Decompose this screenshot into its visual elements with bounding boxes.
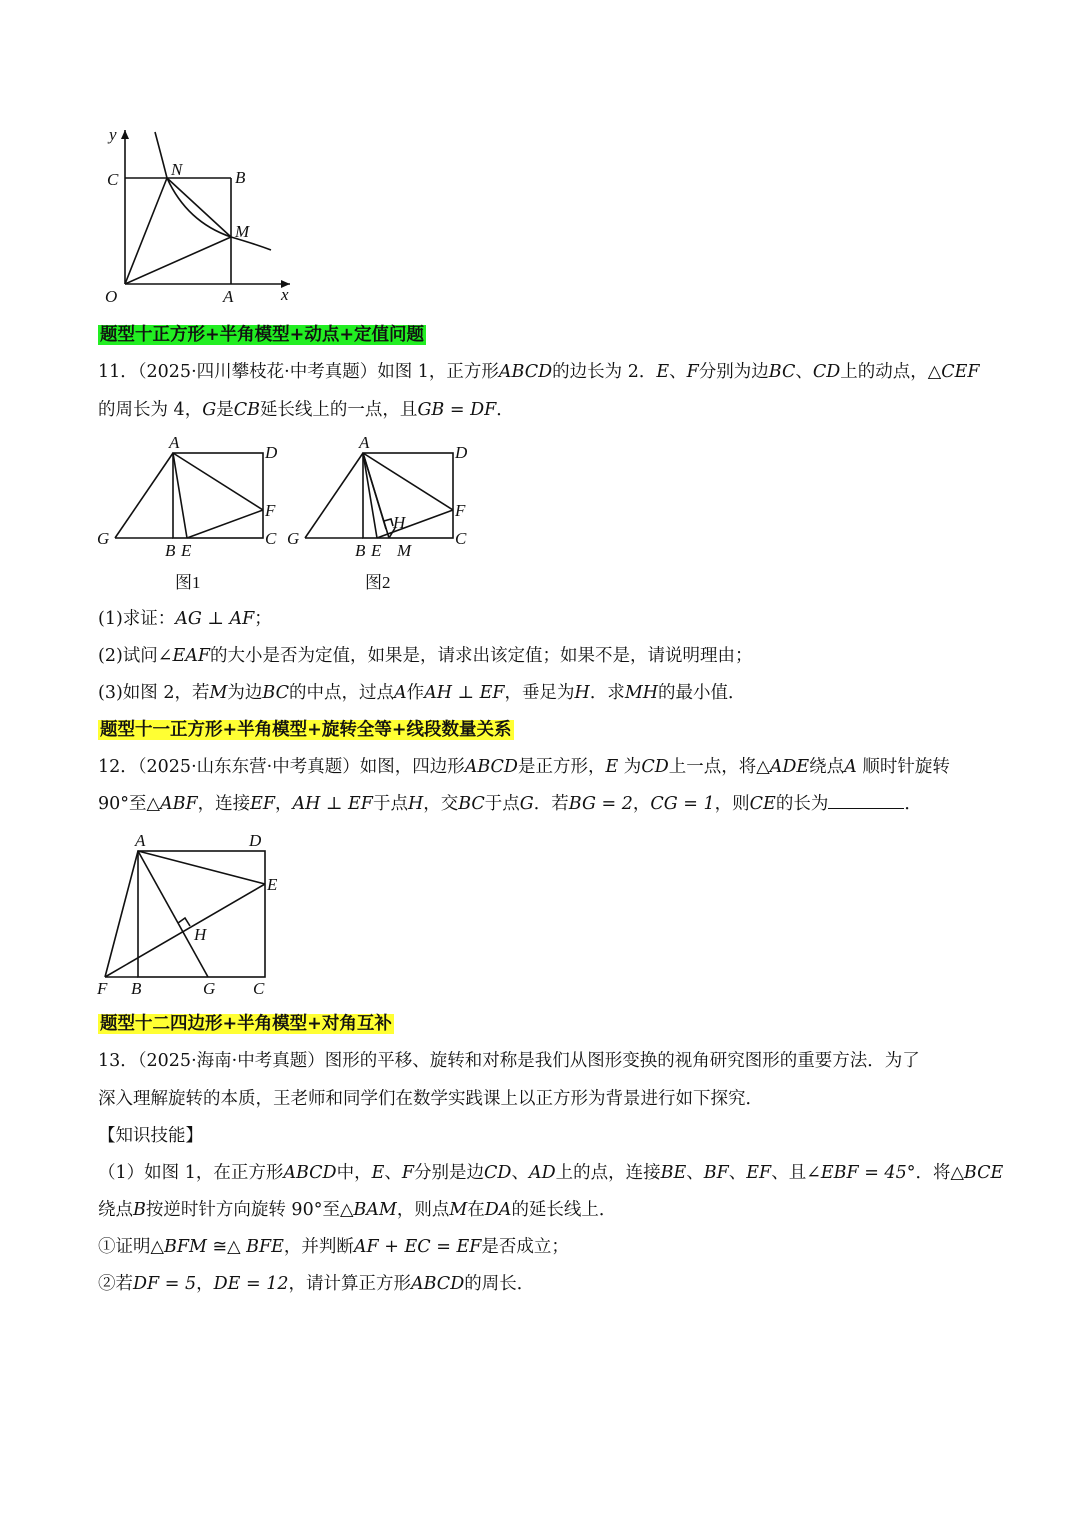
text-q12-fig-f: F [97,979,108,998]
text-q11-p2a: (2)试问 [98,646,158,666]
text-q11-fig1-a: A [169,433,180,452]
text-q11-l1c: 分别为边 [698,362,769,382]
text-q11-dun: 、 [795,362,813,382]
q13-step-1 [98,1234,569,1260]
text-q11-fig1-c: C [265,529,277,548]
text-q12-ef: EF [250,794,276,814]
heading-type-12-text: 题型十二四边形+半角模型+对角互补 [100,1014,392,1034]
text-q12-ce: CE [749,794,776,814]
text-q11-num: 11． [98,362,138,382]
text-q11-fig2-g: G [287,529,300,548]
text-q12-l1e: 绕点 [809,757,845,777]
text-q12-fig-h: H [194,925,207,944]
text-q11-eq: GB = DF [417,400,497,420]
q11-part-3 [98,680,746,706]
text-q13-ad: AD [528,1163,556,1183]
text-q13-bce: BCE [963,1163,1004,1183]
text-q11-h: H [574,683,590,703]
text-q13-bam: BAM [353,1200,397,1220]
text-q12-fig-g: G [203,979,216,998]
text-q13-l4e: 、且 [771,1163,807,1183]
text-q11-bc: BC [768,362,796,382]
text-q13-abcd: ABCD [410,1274,465,1294]
label-B: B [235,168,246,187]
text-q13-s1b: ，并判断 [283,1237,354,1257]
text-q11-m: M [209,683,228,703]
text-q12-l2e: ，交 [423,794,459,814]
text-q12-num: 12． [98,757,138,777]
text-q11-p1m: AG ⊥ AF [175,609,255,629]
heading-type-11-text: 题型十一正方形+半角模型+旋转全等+线段数量关系 [100,720,512,740]
text-q13-l5a: 绕点 [98,1200,133,1220]
text-q12-l1a: 如图，四边形 [359,757,465,777]
label-A: A [223,287,234,306]
text-q11-fig2-d: D [455,443,468,462]
text-q12-fig-d: D [249,831,262,850]
text-q12-l1c: 为 [618,757,642,777]
text-q12-l2j: 的长为 [775,794,829,814]
text-q11-src: （2025·四川攀枝花·中考真题） [137,362,378,382]
text-q12-fig-b: B [131,979,142,998]
heading-type-10 [98,322,426,348]
text-q11-p2m: ∠EAF [157,646,211,666]
text-q12-l1b: 是正方形， [517,757,606,777]
q13-line-5 [98,1197,616,1223]
text-q13-dun: 、 [686,1163,704,1183]
label-M: M [235,222,250,241]
fig1-caption: 图1 [175,573,201,592]
text-q11-l1b: 的边长为 2． [552,362,657,382]
text-q12-ade: ADE [769,757,810,777]
text-q13-s1m: AF + EC = EF [353,1237,482,1257]
text-q13-l4d: 上的点，连接 [555,1163,661,1183]
text-q13-l2: 深入理解旋转的本质，王老师和同学们在数学实践课上以正方形为背景进行如下探究． [98,1089,763,1109]
coordinate-figure [95,122,305,312]
text-q12-l2b: ，连接 [197,794,251,814]
q12-line-2 [98,791,922,817]
text-q11-e: E [656,362,670,382]
q11-part-2 [98,643,753,669]
text-q13-s1a: ①证明△ [98,1237,164,1257]
text-q13-abcd: ABCD [283,1163,337,1183]
text-q12-e: E [605,757,619,777]
text-q11-fig1-d: D [265,443,278,462]
text-q13-df5: DF = 5 [133,1274,197,1294]
text-q13-l4b: 中， [336,1163,372,1183]
text-q11-fig2-h: H [393,513,406,532]
text-q12-bg2: BG = 2 [568,794,633,814]
text-q13-b: B [133,1200,146,1220]
text-q12-l2g: ．若 [533,794,569,814]
text-q12-l2f: 于点 [484,794,520,814]
text-q13-num: 13． [98,1051,138,1071]
text-q11-dun: 、 [669,362,687,382]
text-q11-p1b: ； [254,609,272,629]
label-N: N [171,160,183,179]
text-q13-be: BE [660,1163,687,1183]
text-q12-l1d: 上一点，将△ [668,757,770,777]
text-q11-cb: CB [233,400,260,420]
text-q11-fig2-b: B [355,541,366,560]
text-q12-a: A [844,757,857,777]
text-q11-p3d: 作 [406,683,425,703]
text-q13-cd: CD [484,1163,512,1183]
text-q11-fig1-f: F [265,501,276,520]
heading-type-12 [98,1011,394,1037]
text-q13-s2d: 的周长． [464,1274,535,1294]
text-q11-fig1-e: E [181,541,192,560]
text-q11-fig2-c: C [455,529,467,548]
text-q13-da: DA [484,1200,512,1220]
text-q11-g: G [202,400,217,420]
answer-blank[interactable] [828,792,904,809]
text-q12-g: G [519,794,534,814]
text-q11-l2b: 是 [216,400,234,420]
q13-line-4 [98,1160,1003,1186]
text-q11-abcd: ABCD [498,362,553,382]
heading-type-10-text: 题型十正方形+半角模型+动点+定值问题 [100,325,424,345]
text-q12-cd: CD [641,757,669,777]
text-q11-bc: BC [262,683,289,703]
text-q13-dun: 、 [384,1163,402,1183]
text-q13-bfm: BFM [163,1237,207,1257]
text-q12-fig-c: C [253,979,265,998]
text-q11-cef: CEF [941,362,980,382]
text-q11-f: F [686,362,699,382]
q11-part-1 [98,606,272,632]
q11-figure-2 [285,432,485,597]
text-q13-cong: ≅△ [206,1237,247,1257]
text-q13-dun: 、 [728,1163,747,1183]
text-q12-l2i: ，则 [714,794,750,814]
text-q12-bc: BC [458,794,485,814]
text-q11-l1d: 上的动点，△ [840,362,942,382]
text-q13-l5e: 的延长线上． [511,1200,617,1220]
text-q11-p3c: 的中点，过点 [289,683,394,703]
text-q12-cg1: CG = 1 [650,794,715,814]
text-q11-fig2-a: A [359,433,370,452]
text-q12-l1f: 顺时针旋转 [856,757,950,777]
q13-line-3 [98,1123,203,1149]
text-q11-a: A [394,683,407,703]
label-C: C [107,170,119,189]
text-q13-dun: 、 [511,1163,529,1183]
text-q11-fig1-g: G [97,529,110,548]
fig2-caption: 图2 [365,573,391,592]
text-q12-fig-e: E [267,875,278,894]
q12-figure [95,826,295,1001]
text-q11-p3b: 为边 [227,683,263,703]
text-q12-h: H [407,794,424,814]
text-q11-fig2-m: M [397,541,412,560]
text-q13-l1: 图形的平移、旋转和对称是我们从图形变换的视角研究图形的重要方法．为了 [324,1051,920,1071]
text-q13-m: M [449,1200,468,1220]
text-q13-s2c: ，请计算正方形 [288,1274,411,1294]
text-q13-l4c: 分别是边 [414,1163,485,1183]
text-q13-src: （2025·海南·中考真题） [137,1051,325,1071]
text-q11-p3g: 的最小值． [658,683,746,703]
text-q13-ang: ∠EBF = 45° [806,1163,916,1183]
text-q13-s2a: ②若 [98,1274,133,1294]
text-q11-cd: CD [812,362,841,382]
text-q13-l4a: （1）如图 1，在正方形 [98,1163,284,1183]
label-O: O [105,287,118,306]
text-q13-bf: BF [703,1163,729,1183]
label-y: y [109,125,117,144]
text-q11-p3a: (3)如图 2，若 [98,683,210,703]
text-q13-s1c: 是否成立； [481,1237,569,1257]
q13-line-2 [98,1086,763,1112]
text-q12-l2c: ， [275,794,293,814]
text-q11-l2a: 的周长为 4， [98,400,203,420]
text-q11-l1a: 如图 1，正方形 [377,362,499,382]
text-q12-abcd: ABCD [464,757,518,777]
heading-type-11 [98,717,514,743]
q13-line-1 [98,1048,920,1074]
q11-figure-1 [95,432,295,597]
text-q13-bfe: BFE [246,1237,284,1257]
q12-line-1 [98,754,950,780]
text-q13-l5d: 在 [467,1200,485,1220]
label-x: x [281,285,289,304]
text-q13-e: E [371,1163,385,1183]
q11-line-2 [98,397,514,423]
text-q11-p2b: 的大小是否为定值，如果是，请求出该定值；如果不是，请说明理由； [210,646,753,666]
text-q13-f: F [401,1163,415,1183]
text-q11-dot: ． [496,400,514,420]
text-q13-l5b: 按逆时针方向旋转 90°至△ [145,1200,354,1220]
text-q12-l2d: 于点 [372,794,408,814]
text-q11-fig1-b: B [165,541,176,560]
text-q11-p1a: (1)求证： [98,609,176,629]
text-q13-l4f: ．将△ [915,1163,964,1183]
text-q13-ef: EF [746,1163,772,1183]
text-q11-p3e: ，垂足为 [504,683,575,703]
text-q12-abf: ABF [159,794,198,814]
text-q12-dot: ． [904,794,922,814]
text-q12-fig-a: A [135,831,146,850]
text-q12-l2h: ， [632,794,651,814]
text-q11-p3f: ．求 [589,683,625,703]
text-q13-l3: 【知识技能】 [98,1126,203,1146]
text-q13-l5c: ，则点 [396,1200,450,1220]
text-q12-src: （2025·山东东营·中考真题） [137,757,360,777]
text-q12-l2a: 90°至△ [98,794,160,814]
text-q13-de12: DE = 12 [213,1274,289,1294]
text-q13-s2b: ， [196,1274,214,1294]
text-q11-fig2-e: E [371,541,382,560]
text-q11-mh: MH [624,683,658,703]
text-q12-ahef: AH ⊥ EF [292,794,373,814]
q13-step-2 [98,1271,534,1297]
text-q11-fig2-f: F [455,501,466,520]
text-q11-l2c: 延长线上的一点，且 [259,400,418,420]
q11-line-1 [98,359,980,385]
text-q11-ahef: AH ⊥ EF [424,683,505,703]
